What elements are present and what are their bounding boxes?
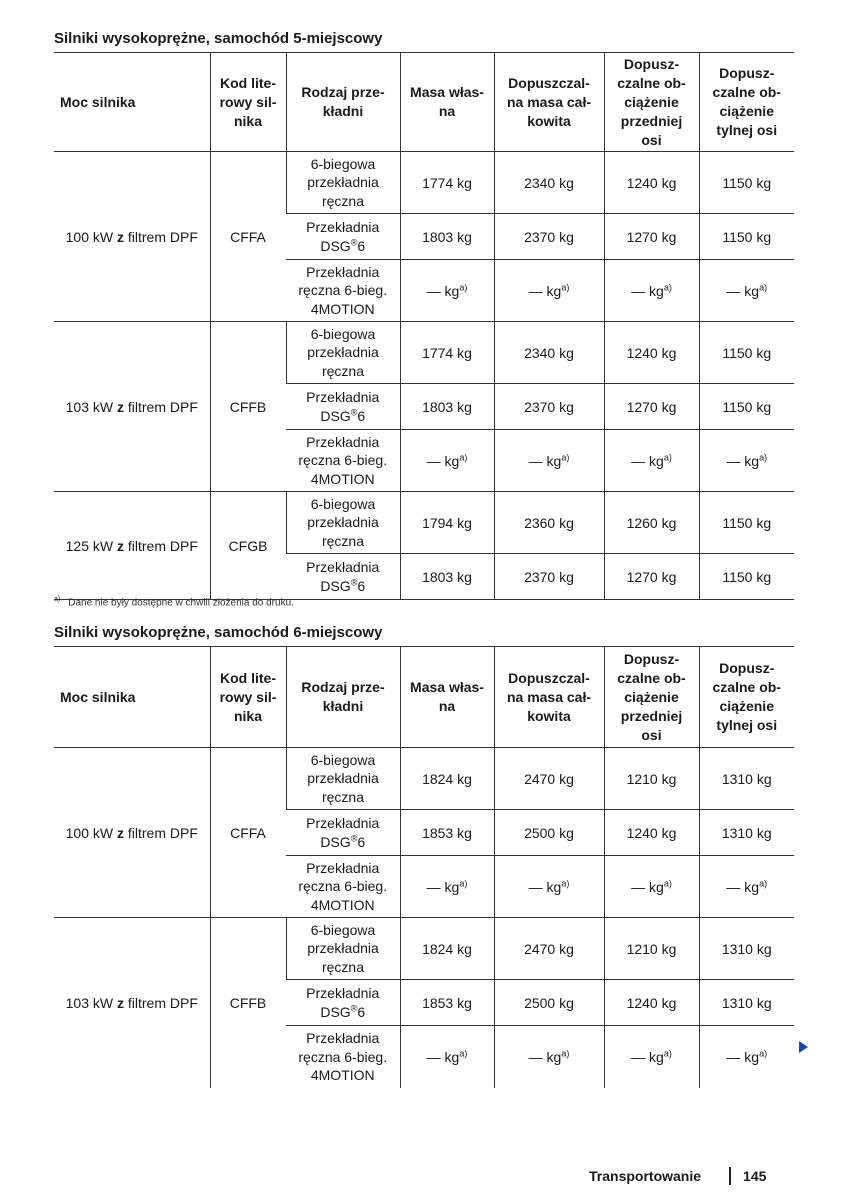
engine-power-filter: filtrem DPF [123, 398, 198, 415]
engine-power-filter: filtrem DPF [123, 994, 198, 1011]
value-text: 1853 kg [422, 824, 472, 841]
value-text: 1240 kg [626, 824, 677, 841]
value-text: 1150 kg [722, 398, 772, 415]
gearbox-type: Przekładnia DSG®6 [286, 214, 400, 260]
value-text: 2340 kg [524, 174, 574, 191]
engine-code: CFGB [210, 492, 286, 600]
value-rear [699, 214, 794, 260]
engine-power: 103 kW [65, 994, 117, 1011]
value-total [494, 152, 604, 214]
value-text: — kg [528, 878, 562, 895]
column-header: Kod lite- rowy sil- nika [210, 53, 286, 152]
engine-power: 100 kW [65, 228, 117, 245]
value-text: — kg [631, 282, 664, 299]
value-front [604, 260, 699, 322]
value-text: 1150 kg [722, 344, 772, 361]
column-header: Dopuszczal- na masa cał- kowita [494, 647, 604, 748]
value-text: 1803 kg [422, 228, 472, 245]
value-text: — kg [631, 452, 664, 469]
engine-code: CFFA [210, 152, 286, 322]
footer-separator [729, 1167, 731, 1185]
value-text: — kg [426, 452, 460, 469]
value-text: 1270 kg [626, 398, 677, 415]
footnote-ref: a) [759, 1048, 768, 1059]
value-text: 2500 kg [524, 994, 574, 1011]
value-text: 1310 kg [721, 770, 772, 787]
value-mass [400, 384, 494, 430]
table-row [54, 492, 794, 554]
value-rear [699, 152, 794, 214]
footnote-ref: a) [561, 281, 570, 292]
engine-power-with: z [116, 994, 124, 1011]
engine-power-cell [54, 748, 210, 918]
value-text: — kg [726, 452, 760, 469]
value-total [494, 980, 604, 1026]
value-rear [699, 856, 794, 918]
value-text: 1150 kg [722, 174, 772, 191]
value-mass [400, 492, 494, 554]
value-rear [699, 322, 794, 384]
value-text: 1824 kg [422, 770, 472, 787]
value-text: 2500 kg [524, 824, 574, 841]
value-front [604, 384, 699, 430]
column-header: Rodzaj prze- kładni [286, 647, 400, 748]
value-total [494, 856, 604, 918]
engine-power-with: z [116, 824, 124, 841]
gearbox-type: Przekładnia ręczna 6-bieg. 4MOTION [286, 1026, 400, 1088]
column-header: Kod lite- rowy sil- nika [210, 647, 286, 748]
value-total [494, 430, 604, 492]
column-header: Dopusz- czalne ob- ciążenie przedniej osi [604, 647, 699, 748]
value-text: — kg [726, 282, 760, 299]
value-front [604, 748, 699, 810]
gearbox-type: 6-biegowa przekładnia ręczna [286, 152, 400, 214]
value-text: — kg [426, 878, 460, 895]
value-text: 1824 kg [422, 940, 472, 957]
value-total [494, 810, 604, 856]
value-rear [699, 1026, 794, 1088]
value-rear [699, 554, 794, 600]
table-row [54, 918, 794, 980]
table-row [54, 322, 794, 384]
value-mass [400, 1026, 494, 1088]
footnote-ref: a) [759, 451, 768, 462]
value-mass [400, 322, 494, 384]
value-front [604, 492, 699, 554]
gearbox-type: Przekładnia DSG®6 [286, 810, 400, 856]
table-row [54, 748, 794, 810]
value-mass [400, 430, 494, 492]
table-header-row [54, 647, 794, 748]
value-text: 1794 kg [422, 514, 472, 531]
engine-code: CFFB [210, 918, 286, 1088]
column-header: Rodzaj prze- kładni [286, 53, 400, 152]
section-title-6-seat: Silniki wysokoprężne, samochód 6-miejscowy [54, 624, 383, 641]
value-mass [400, 856, 494, 918]
value-text: 1774 kg [422, 174, 472, 191]
footnote-ref: a) [663, 1048, 672, 1059]
value-total [494, 1026, 604, 1088]
value-mass [400, 554, 494, 600]
spec-table-6-seat [54, 646, 794, 1088]
value-mass [400, 748, 494, 810]
column-header: Moc silnika [54, 53, 210, 152]
page-number: 145 [743, 1168, 767, 1184]
gearbox-type: Przekładnia DSG®6 [286, 980, 400, 1026]
value-front [604, 430, 699, 492]
value-text: 2360 kg [524, 514, 574, 531]
gearbox-type: 6-biegowa przekładnia ręczna [286, 918, 400, 980]
column-header: Dopusz- czalne ob- ciążenie tylnej osi [699, 647, 794, 748]
value-text: — kg [528, 282, 562, 299]
engine-power-with: z [116, 537, 124, 554]
value-mass [400, 152, 494, 214]
engine-power-with: z [116, 398, 124, 415]
value-text: 1270 kg [626, 568, 677, 585]
page-footer [589, 1167, 766, 1185]
value-text: 2340 kg [524, 344, 574, 361]
value-text: 2370 kg [524, 228, 574, 245]
value-total [494, 918, 604, 980]
footnote-ref: a) [759, 877, 768, 888]
engine-power-cell [54, 322, 210, 492]
engine-power-filter: filtrem DPF [123, 537, 198, 554]
continue-arrow-icon [799, 1041, 808, 1053]
footnote-ref: a) [759, 281, 768, 292]
value-text: 1310 kg [721, 824, 772, 841]
footnote-ref: a) [459, 281, 468, 292]
gearbox-type: 6-biegowa przekładnia ręczna [286, 748, 400, 810]
value-text: 1240 kg [626, 174, 677, 191]
footnote-ref: a) [459, 1048, 468, 1059]
engine-power-cell [54, 492, 210, 600]
engine-power-cell [54, 918, 210, 1088]
gearbox-type: Przekładnia ręczna 6-bieg. 4MOTION [286, 856, 400, 918]
table-header-row [54, 53, 794, 152]
engine-power: 125 kW [65, 537, 117, 554]
footnote-text: Dane nie były dostępne w chwili złożenia do druku. [68, 597, 294, 609]
column-header: Dopuszczal- na masa cał- kowita [494, 53, 604, 152]
footnote-ref: a) [663, 877, 672, 888]
value-front [604, 918, 699, 980]
value-total [494, 214, 604, 260]
value-text: 1774 kg [422, 344, 472, 361]
value-total [494, 260, 604, 322]
spec-table-5-seat [54, 52, 794, 600]
gearbox-type: Przekładnia DSG®6 [286, 384, 400, 430]
value-text: 2470 kg [524, 940, 574, 957]
value-mass [400, 260, 494, 322]
value-mass [400, 980, 494, 1026]
gearbox-type: Przekładnia ręczna 6-bieg. 4MOTION [286, 260, 400, 322]
value-front [604, 214, 699, 260]
value-text: 1803 kg [422, 568, 472, 585]
gearbox-type: 6-biegowa przekładnia ręczna [286, 322, 400, 384]
engine-power: 103 kW [65, 398, 117, 415]
column-header: Moc silnika [54, 647, 210, 748]
value-front [604, 322, 699, 384]
value-text: — kg [631, 1048, 664, 1065]
footnote-ref: a) [459, 877, 468, 888]
value-text: 2370 kg [524, 398, 574, 415]
value-text: 1210 kg [626, 940, 677, 957]
value-text: — kg [426, 282, 460, 299]
value-text: 1150 kg [722, 514, 772, 531]
footnote [54, 596, 294, 608]
value-rear [699, 918, 794, 980]
value-mass [400, 214, 494, 260]
value-front [604, 810, 699, 856]
engine-power-filter: filtrem DPF [123, 228, 198, 245]
footnote-ref: a) [561, 451, 570, 462]
value-mass [400, 918, 494, 980]
table-row [54, 152, 794, 214]
value-text: 1853 kg [422, 994, 472, 1011]
column-header: Dopusz- czalne ob- ciążenie tylnej osi [699, 53, 794, 152]
value-text: 1240 kg [626, 994, 677, 1011]
engine-power: 100 kW [65, 824, 117, 841]
gearbox-type: 6-biegowa przekładnia ręczna [286, 492, 400, 554]
value-front [604, 1026, 699, 1088]
footnote-ref: a) [459, 451, 468, 462]
value-rear [699, 430, 794, 492]
value-text: 1210 kg [626, 770, 677, 787]
value-front [604, 980, 699, 1026]
value-text: 1310 kg [721, 994, 772, 1011]
value-front [604, 856, 699, 918]
footer-section-title: Transportowanie [589, 1168, 702, 1184]
value-text: 1150 kg [722, 568, 772, 585]
value-front [604, 152, 699, 214]
value-rear [699, 384, 794, 430]
engine-power-cell [54, 152, 210, 322]
value-rear [699, 810, 794, 856]
value-text: 1310 kg [721, 940, 772, 957]
value-rear [699, 260, 794, 322]
value-rear [699, 980, 794, 1026]
footnote-ref: a) [561, 877, 570, 888]
gearbox-type: Przekładnia ręczna 6-bieg. 4MOTION [286, 430, 400, 492]
value-mass [400, 810, 494, 856]
value-total [494, 384, 604, 430]
engine-power-filter: filtrem DPF [123, 824, 198, 841]
value-text: 1150 kg [722, 228, 772, 245]
column-header: Masa włas- na [400, 53, 494, 152]
value-total [494, 748, 604, 810]
value-rear [699, 492, 794, 554]
value-text: 2470 kg [524, 770, 574, 787]
value-text: — kg [528, 452, 562, 469]
section-title-5-seat: Silniki wysokoprężne, samochód 5-miejscowy [54, 30, 383, 47]
value-total [494, 492, 604, 554]
value-rear [699, 748, 794, 810]
footnote-mark: a) [54, 596, 61, 603]
column-header: Masa włas- na [400, 647, 494, 748]
value-text: — kg [528, 1048, 562, 1065]
value-text: — kg [631, 878, 664, 895]
value-text: 2370 kg [524, 568, 574, 585]
engine-power-with: z [116, 228, 124, 245]
footnote-ref: a) [561, 1048, 570, 1059]
gearbox-type: Przekładnia DSG®6 [286, 554, 400, 600]
value-total [494, 322, 604, 384]
footnote-ref: a) [663, 451, 672, 462]
value-total [494, 554, 604, 600]
value-text: 1260 kg [626, 514, 677, 531]
value-front [604, 554, 699, 600]
value-text: — kg [726, 1048, 760, 1065]
column-header: Dopusz- czalne ob- ciążenie przedniej osi [604, 53, 699, 152]
value-text: 1240 kg [626, 344, 677, 361]
footnote-ref: a) [663, 281, 672, 292]
value-text: 1270 kg [626, 228, 677, 245]
value-text: — kg [426, 1048, 460, 1065]
engine-code: CFFB [210, 322, 286, 492]
value-text: — kg [726, 878, 760, 895]
engine-code: CFFA [210, 748, 286, 918]
value-text: 1803 kg [422, 398, 472, 415]
